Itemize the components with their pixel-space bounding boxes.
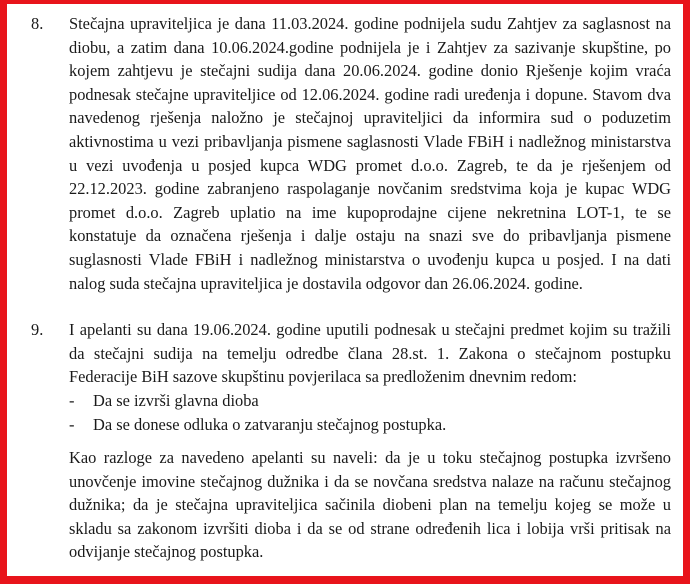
text-line: nadležnog ministarstva o uvođenju kupca u posjed. I na dati nalog suda stečajna <box>69 249 671 293</box>
text-line: WDG promet d.o.o. Zagreb, te da je rješenjem od 22.12.2023. godine zabranjeno <box>69 155 671 199</box>
text-line: vrši pritisak na odvijanje stečajnog postupka. <box>69 518 672 562</box>
list-dash: - <box>69 414 75 434</box>
text-line: upraviteljici da informira sud o poduzetim aktivnostima u vezi pribavljanja pismene <box>69 108 671 151</box>
paragraph-9 <box>31 318 671 564</box>
text-line: na ime kupoprodajne cijene nekretnina LOT-1, te se konstatuje da označena rješenja <box>69 202 671 246</box>
list-dash: - <box>69 390 75 410</box>
list-item <box>69 389 671 413</box>
list-item-text: Da se izvrši glavna dioba <box>93 390 259 410</box>
text-line: redom: <box>530 367 577 387</box>
text-line: raspolaganje novčanim sredstvima koja je kupac WDG promet d.o.o. Zagreb uplatio <box>69 179 671 222</box>
text-line: se može u skladu sa zakonom izvršiti dioba i da se od strane određenih lica i lobija <box>69 495 671 538</box>
text-line: saglasnost na diobu, a zatim dana 10.06.2024.godine podnijela je i Zahtjev za <box>69 14 671 57</box>
text-line: unovčenje imovine stečajnog dužnika i da se novčana sredstva nalaze na računu <box>69 471 604 491</box>
text-line: i dalje ostaju na snazi sve do pribavljanja pismene suglasnosti Vlade FBiH i <box>69 226 671 269</box>
reasons-paragraph <box>69 446 671 564</box>
text-line: donio Rješenje kojim vraća podnesak stečajne upraviteljice od 12.06.2024. godine <box>69 61 672 104</box>
document-body <box>31 12 671 564</box>
list-item <box>69 413 671 437</box>
list-item-text: Da se donese odluka o zatvaranju stečajnog postupka. <box>93 414 447 434</box>
paragraph-9-text <box>69 318 671 389</box>
agenda-list <box>69 389 671 436</box>
text-line: Kao razloge za navedeno apelanti su naveli: da je u toku stečajnog postupka izvršeno <box>69 448 671 468</box>
text-line: postupku Federacije BiH sazove skupštinu povjerilaca sa predloženim dnevnim <box>69 343 671 387</box>
text-line: tražili da stečajni sudija na temelju odredbe člana 28.st. 1. Zakona o stečajnom <box>69 320 671 363</box>
paragraph-number: 8. <box>31 14 44 33</box>
text-line: upraviteljica je dostavila odgovor dan 26.06.2024. godine. <box>200 273 583 293</box>
paragraph-8 <box>31 12 671 295</box>
paragraph-number: 9. <box>31 320 44 340</box>
paragraph-8-text <box>69 12 671 295</box>
text-line: saglasnosti Vlade FBiH i nadležnog ministarstva u vezi uvođenja u posjed kupca <box>69 131 671 175</box>
text-line: Stečajna upraviteljica je dana 11.03.2024. godine podnijela sudu Zahtjev za <box>69 14 578 33</box>
text-line: sazivanje skupštine, po kojem zahtjevu je stečajni sudija dana 20.06.2024. godine <box>69 37 671 81</box>
text-line: radi uređenja i dopune. Stavom dva navedenog rješenja naložno je stečajnoj <box>69 84 671 128</box>
text-line: stečajnog dužnika; da je stečajna upraviteljica sačinila diobeni plan na temelju kojeg <box>69 471 671 515</box>
text-line: I apelanti su dana 19.06.2024. godine uputili podnesak u stečajni predmet kojim su <box>69 320 628 340</box>
